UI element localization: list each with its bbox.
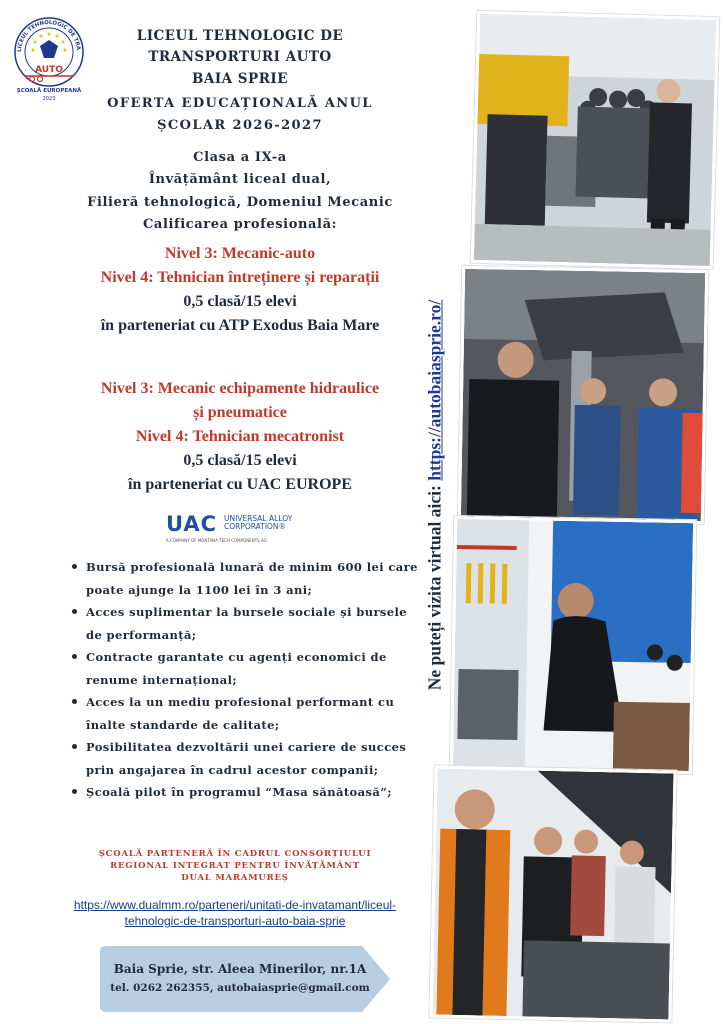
photo-workshop-group (471, 11, 720, 269)
offer-title-line2: ȘCOLAR 2026-2027 (157, 118, 323, 133)
benefit-item: Posibilitatea dezvoltării unei cariere de succes prin angajarea în cadrul acestor companii; (72, 736, 422, 781)
logo-label: ȘCOALĂ EUROPEANĂ (16, 88, 82, 94)
track2-level4: Nivel 4: Tehnician mecatronist (135, 428, 345, 445)
benefit-item: Acces la un mediu profesional performant cu înalte standarde de calitate; (72, 691, 422, 736)
photo-hydraulics-lab (450, 516, 696, 774)
photo-under-car (458, 266, 708, 524)
school-logo (10, 10, 88, 110)
consortium-line3: DUAL MARAMUREȘ (181, 873, 289, 883)
uac-logo-subline: A COMPANY OF MONTANA TECH COMPONENTS AG (166, 538, 267, 543)
logo-year: 2023 (42, 96, 56, 102)
track2-capacity: 0,5 clasă/15 elevi (183, 452, 297, 469)
education-type: Învățământ liceal dual, (148, 172, 332, 187)
address-arrow-shape (100, 946, 390, 1012)
benefit-item: Bursă profesională lunară de minim 600 lei care poate ajunge la 1100 lei în 3 ani; (72, 556, 422, 601)
contact-line: tel. 0262 262355, autobaiasprie@gmail.com (110, 982, 370, 994)
logo-arc-text: LICEUL TEHNOLOGIC DE TRA (16, 19, 81, 53)
uac-logo-mark: UAC (166, 512, 218, 536)
qualification-label: Calificarea profesională: (142, 217, 338, 232)
track2-partner: în parteneriat cu UAC EUROPE (128, 476, 352, 493)
track1-level3: Nivel 3: Mecanic-auto (164, 245, 316, 262)
class-label: Clasa a IX-a (193, 150, 287, 165)
virtual-visit-link[interactable]: https://autobaiasprie.ro/ (424, 299, 445, 481)
virtual-visit-banner (420, 250, 450, 740)
school-name-line3: BAIA SPRIE (191, 71, 289, 87)
benefit-item: Școală pilot în programul “Masa sănătoasă”; (72, 781, 422, 804)
school-name-line2: TRANSPORTURI AUTO (148, 49, 332, 65)
school-name-line1: LICEUL TEHNOLOGIC DE (136, 28, 344, 44)
offer-title-line1: OFERTA EDUCAȚIONALĂ ANUL (107, 96, 373, 111)
track2-level3-line1: Nivel 3: Mecanic echipamente hidraulice (100, 380, 380, 397)
dualmm-link-line1[interactable]: https://www.dualmm.ro/parteneri/unitati-de-invatamant/liceul- (73, 898, 397, 912)
track1-level4: Nivel 4: Tehnician întreținere și reparații (100, 269, 380, 286)
uac-logo-name: UNIVERSAL ALLOY CORPORATION® (224, 514, 293, 531)
dualmm-link-line2[interactable]: tehnologic-de-transporturi-auto-baia-sprie (124, 914, 346, 928)
track1-partner: în parteneriat cu ATP Exodus Baia Mare (100, 317, 380, 334)
logo-auto-word: AUTO (35, 65, 63, 75)
benefits-list (72, 556, 422, 804)
address-line: Baia Sprie, str. Aleea Minerilor, nr.1A (113, 962, 367, 976)
benefit-item: Acces suplimentar la bursele sociale și bursele de performanță; (72, 601, 422, 646)
consortium-line1: ȘCOALĂ PARTENERĂ ÎN CADRUL CONSORȚIULUI (98, 849, 372, 859)
virtual-visit-text: Ne puteți vizita virtual aici: (424, 480, 445, 691)
address-box (100, 946, 390, 1012)
photo-engine-bay (429, 765, 676, 1022)
track2-level3-line2: și pneumatice (193, 404, 287, 421)
uac-logo (166, 512, 316, 544)
benefit-item: Contracte garantate cu agenți economici de renume internațional; (72, 646, 422, 691)
track1-capacity: 0,5 clasă/15 elevi (183, 293, 297, 310)
consortium-line2: REGIONAL INTEGRAT PENTRU ÎNVĂȚĂMÂNT (110, 861, 360, 871)
field-label: Filieră tehnologică, Domeniul Mecanic (87, 195, 393, 210)
